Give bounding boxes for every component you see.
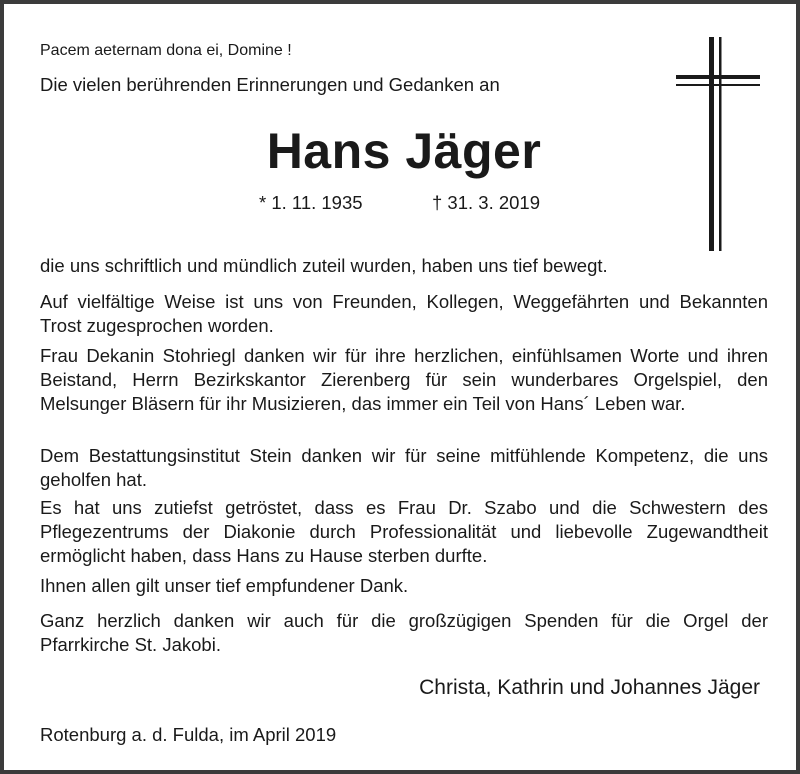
paragraph-care: Es hat uns zutiefst getröstet, dass es Frau Dr. Szabo und die Schwestern des Pflegezentrums der Diakonie durch Professionalität und liebevolle Zugewandtheit ermöglicht haben, dass Hans zu Hause sterben durfte. [40, 497, 768, 566]
cross-icon [676, 37, 760, 251]
family-signature: Christa, Kathrin und Johannes Jäger [419, 676, 760, 699]
paragraph-service: Frau Dekanin Stohriegl danken wir für ihre herzlichen, einfühlsamen Worte und ihren Beistand, Herrn Bezirkskantor Zierenberg für sein wunderbares Orgelspiel, den Melsunger Bläsern für ihr Musizieren, das immer ein Teil von Hans´ Leben war. [40, 345, 768, 414]
motto-text: Pacem aeternam dona ei, Domine ! [40, 42, 292, 59]
place-date: Rotenburg a. d. Fulda, im April 2019 [40, 724, 337, 745]
paragraph-gratitude: Ihnen allen gilt unser tief empfundener Dank. [40, 575, 409, 596]
paragraph-thanks-intro: die uns schriftlich und mündlich zuteil wurden, haben uns tief bewegt. [40, 255, 608, 276]
birth-date: * 1. 11. 1935 [259, 192, 363, 213]
death-date: † 31. 3. 2019 [432, 192, 541, 213]
intro-text: Die vielen berührenden Erinnerungen und Gedanken an [40, 74, 500, 95]
paragraph-funeral-home: Dem Bestattungsinstitut Stein danken wir für seine mitfühlende Kompetenz, die uns geholfen hat. [40, 445, 768, 490]
paragraph-friends: Auf vielfältige Weise ist uns von Freunden, Kollegen, Weggefährten und Bekannten Trost zugesprochen worden. [40, 291, 768, 336]
deceased-name: Hans Jäger [266, 123, 542, 179]
paragraph-donations: Ganz herzlich danken wir auch für die großzügigen Spenden für die Orgel der Pfarrkirche St. Jakobi. [40, 610, 768, 655]
